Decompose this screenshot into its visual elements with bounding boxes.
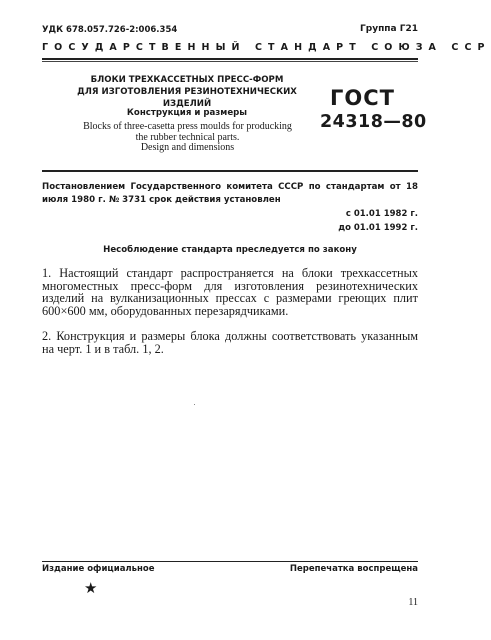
group-code: Группа Г21	[360, 24, 418, 34]
star-icon: ★	[84, 579, 98, 597]
decree-text: Постановлением Государственного комитета СССР по стандартам от 18 июля 1980 г. № 3731 срок действия установлен	[42, 182, 418, 205]
gost-label: ГОСТ	[330, 86, 395, 110]
title-ru-line: ДЛЯ ИЗГОТОВЛЕНИЯ РЕЗИНОТЕХНИЧЕСКИХ	[77, 87, 297, 97]
scan-speck	[194, 404, 195, 405]
gost-number: 24318—80	[320, 112, 427, 132]
title-ru-line: ИЗДЕЛИЙ	[162, 99, 212, 109]
reprint-prohibited: Перепечатка воспрещена	[289, 564, 418, 574]
state-standard-banner: ГОСУДАРСТВЕННЫЙ СТАНДАРТ СОЮЗА ССР	[42, 42, 491, 53]
title-russian	[52, 74, 322, 110]
title-rule	[42, 170, 418, 172]
title-english	[60, 122, 315, 154]
effective-from: с 01.01 1982 г.	[345, 209, 418, 219]
legal-notice: Несоблюдение стандарта преследуется по закону	[103, 245, 357, 255]
official-edition: Издание официальное	[42, 564, 155, 574]
title-en-line: the rubber technical parts.	[135, 131, 240, 143]
paragraph-2: 2. Конструкция и размеры блока должны соответствовать указанным на черт. 1 и в табл. 1, 2.	[42, 329, 418, 356]
title-en-line: Design and dimensions	[140, 142, 235, 153]
header-rule-thin	[42, 61, 418, 62]
title-ru-line: БЛОКИ ТРЕХКАССЕТНЫХ ПРЕСС-ФОРМ	[90, 75, 284, 85]
title-en-line: Blocks of three-casetta press moulds for producking	[83, 121, 292, 132]
header-rule	[42, 58, 418, 60]
paragraph-1: 1. Настоящий стандарт распространяется на блоки трехкассетных многоместных пресс-форм для изготовления резинотехнических изделий на вулканизационных прессах с размерами греющих плит 600×600 мм, оборудованных перезарядчиками.	[42, 266, 418, 318]
page-number: 11	[408, 597, 418, 608]
footer-rule	[42, 561, 418, 562]
subtitle-russian: Конструкция и размеры	[126, 108, 248, 118]
udk-code: УДК 678.057.726-2:006.354	[42, 25, 178, 35]
effective-to: до 01.01 1992 г.	[338, 223, 418, 233]
